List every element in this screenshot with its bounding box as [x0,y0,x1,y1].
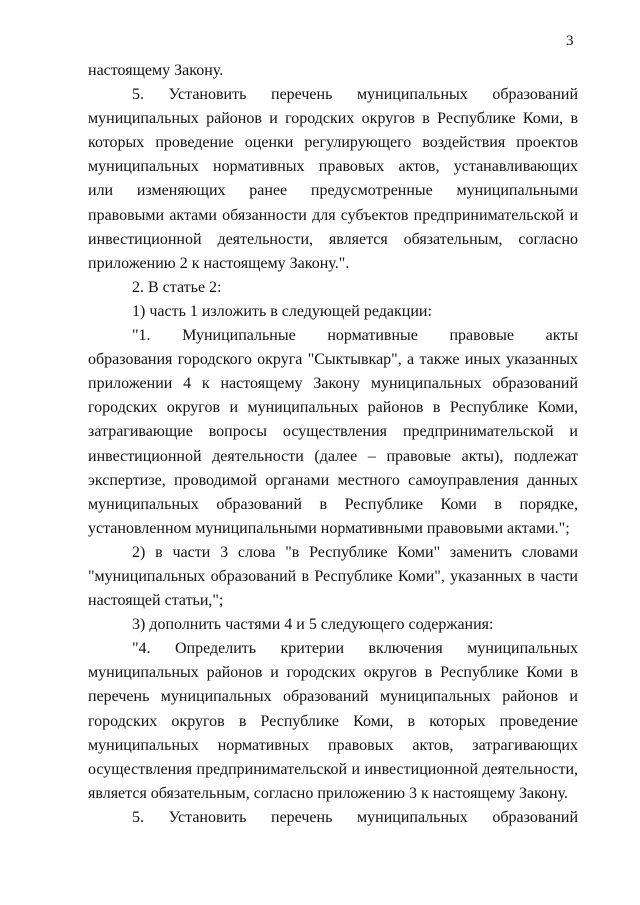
text-line: настоящей статьи,"; [88,592,224,610]
text-line: приложению 2 к настоящему Закону.". [88,254,350,272]
text-line: городских округов в Республике Коми, в которых проведение [88,712,578,730]
paragraph-parts-4-5-intro [88,613,578,637]
paragraph-item-5-assessment [88,83,578,276]
text-line: настоящему Закону. [88,62,224,79]
paragraph-article-2-heading [88,276,578,300]
text-line: инвестиционной деятельности (далее – правовые акты), подлежат [88,447,578,465]
text-line: муниципальных нормативных правовых актов, затрагивающих [88,736,578,754]
text-line: перечень муниципальных образований муниципальных районов и [88,688,578,706]
text-line: 1) часть 1 изложить в следующей редакции: [132,302,432,320]
page-number: 3 [566,33,574,49]
paragraph-part-3-amendment [88,541,578,613]
text-line: или изменяющих ранее предусмотренные муниципальными [88,182,578,200]
text-line: правовыми актами обязанности для субъектов предпринимательской и [88,206,578,224]
text-line: осуществления предпринимательской и инвестиционной деятельности, [88,760,578,778]
text-line: 5. Установить перечень муниципальных образований [132,808,578,826]
text-line: городских округов и муниципальных районов в Республике Коми, [88,399,578,417]
text-line: муниципальных районов и городских округов в Республике Коми в [88,664,578,682]
text-line: "1. Муниципальные нормативные правовые акты [132,327,578,345]
paragraph-continuation [88,59,578,83]
paragraph-part-1-intro [88,300,578,324]
paragraph-part-1-text [88,324,578,541]
text-line: приложении 4 к настоящему Закону муниципальных образований [88,375,578,393]
text-line: установленном муниципальными нормативными правовыми актами."; [88,519,570,537]
text-line: "муниципальных образований в Республике Коми", указанных в части [88,567,578,585]
text-line: муниципальных образований в Республике Коми в порядке, [88,495,578,513]
paragraph-item-4-criteria [88,637,578,806]
text-line: является обязательным, согласно приложению 3 к настоящему Закону. [88,784,569,802]
body-text [88,59,578,830]
paragraph-item-5-expertise [88,806,578,830]
text-line: инвестиционной деятельности, является обязательным, согласно [88,230,578,248]
text-line: 2) в части 3 слова "в Республике Коми" заменить словами [132,543,578,561]
text-line: 5. Установить перечень муниципальных образований [132,86,578,104]
text-line: образования городского округа "Сыктывкар", а также иных указанных [88,351,578,369]
text-line: которых проведение оценки регулирующего воздействия проектов [88,134,578,152]
text-line: затрагивающие вопросы осуществления предпринимательской и [88,423,578,441]
text-line: "4. Определить критерии включения муниципальных [132,640,578,658]
text-line: экспертизе, проводимой органами местного самоуправления данных [88,471,578,489]
text-line: 2. В статье 2: [132,278,222,296]
text-line: 3) дополнить частями 4 и 5 следующего содержания: [132,616,494,634]
text-line: муниципальных нормативных правовых актов, устанавливающих [88,158,578,176]
text-line: муниципальных районов и городских округов в Республике Коми, в [88,110,578,128]
